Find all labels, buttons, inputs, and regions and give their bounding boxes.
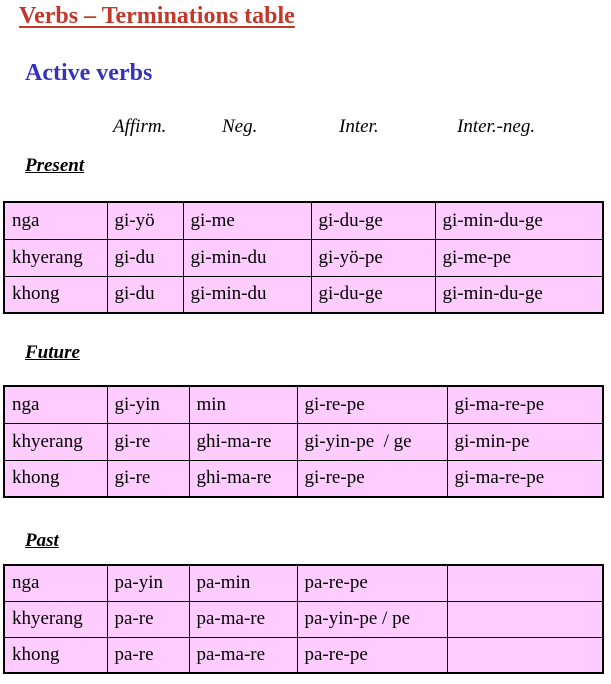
table-cell: pa-min [189,565,297,601]
table-cell: gi-yin [107,386,189,423]
table-cell-empty [447,601,603,637]
future-table [3,385,604,498]
table-row [4,565,603,601]
section-heading-active-verbs: Active verbs [25,60,153,86]
table-cell: min [189,386,297,423]
table-cell: gi-ma-re-pe [447,386,603,423]
table-cell-empty [447,637,603,673]
table-cell: pa-yin-pe / pe [297,601,447,637]
table-cell: khong [4,460,107,497]
column-header-inter-neg: Inter.-neg. [457,116,536,137]
past-table [3,564,604,674]
table-cell: khyerang [4,601,107,637]
table-row [4,239,603,276]
table-row [4,460,603,497]
table-cell: gi-yö-pe [311,239,435,276]
table-cell: gi-du [107,276,183,313]
table-cell: pa-yin [107,565,189,601]
table-cell: gi-re [107,423,189,460]
table-cell: gi-me-pe [435,239,603,276]
table-cell: pa-ma-re [189,637,297,673]
table-row [4,202,603,239]
table-cell: gi-min-du-ge [435,276,603,313]
table-cell: gi-min-pe [447,423,603,460]
table-row [4,601,603,637]
tense-label-future: Future [25,342,80,363]
table-cell: ghi-ma-re [189,423,297,460]
tense-label-past: Past [25,530,59,551]
table-cell: gi-re-pe [297,386,447,423]
table-cell: gi-du [107,239,183,276]
table-cell: nga [4,565,107,601]
table-cell: gi-min-du [183,239,311,276]
table-cell: nga [4,386,107,423]
table-cell: khong [4,637,107,673]
present-table [3,201,604,314]
tense-label-present: Present [25,155,85,176]
table-cell: gi-min-du-ge [435,202,603,239]
column-header-affirm: Affirm. [113,116,167,137]
table-cell: gi-yin-pe / ge [297,423,447,460]
table-cell: pa-re [107,637,189,673]
table-cell: gi-me [183,202,311,239]
table-cell: gi-du-ge [311,276,435,313]
table-cell: khyerang [4,423,107,460]
table-cell-empty [447,565,603,601]
page-title: Verbs – Terminations table [19,3,295,29]
table-cell: gi-re [107,460,189,497]
table-cell: gi-yö [107,202,183,239]
table-cell: pa-re-pe [297,637,447,673]
column-header-inter: Inter. [339,116,379,137]
table-row [4,276,603,313]
table-cell: pa-re [107,601,189,637]
table-cell: khong [4,276,107,313]
table-cell: nga [4,202,107,239]
table-cell: pa-re-pe [297,565,447,601]
table-cell: pa-ma-re [189,601,297,637]
table-row [4,423,603,460]
table-cell: ghi-ma-re [189,460,297,497]
table-row [4,386,603,423]
table-cell: khyerang [4,239,107,276]
table-cell: gi-du-ge [311,202,435,239]
table-cell: gi-min-du [183,276,311,313]
table-cell: gi-re-pe [297,460,447,497]
table-cell: gi-ma-re-pe [447,460,603,497]
table-row [4,637,603,673]
column-header-neg: Neg. [222,116,258,137]
